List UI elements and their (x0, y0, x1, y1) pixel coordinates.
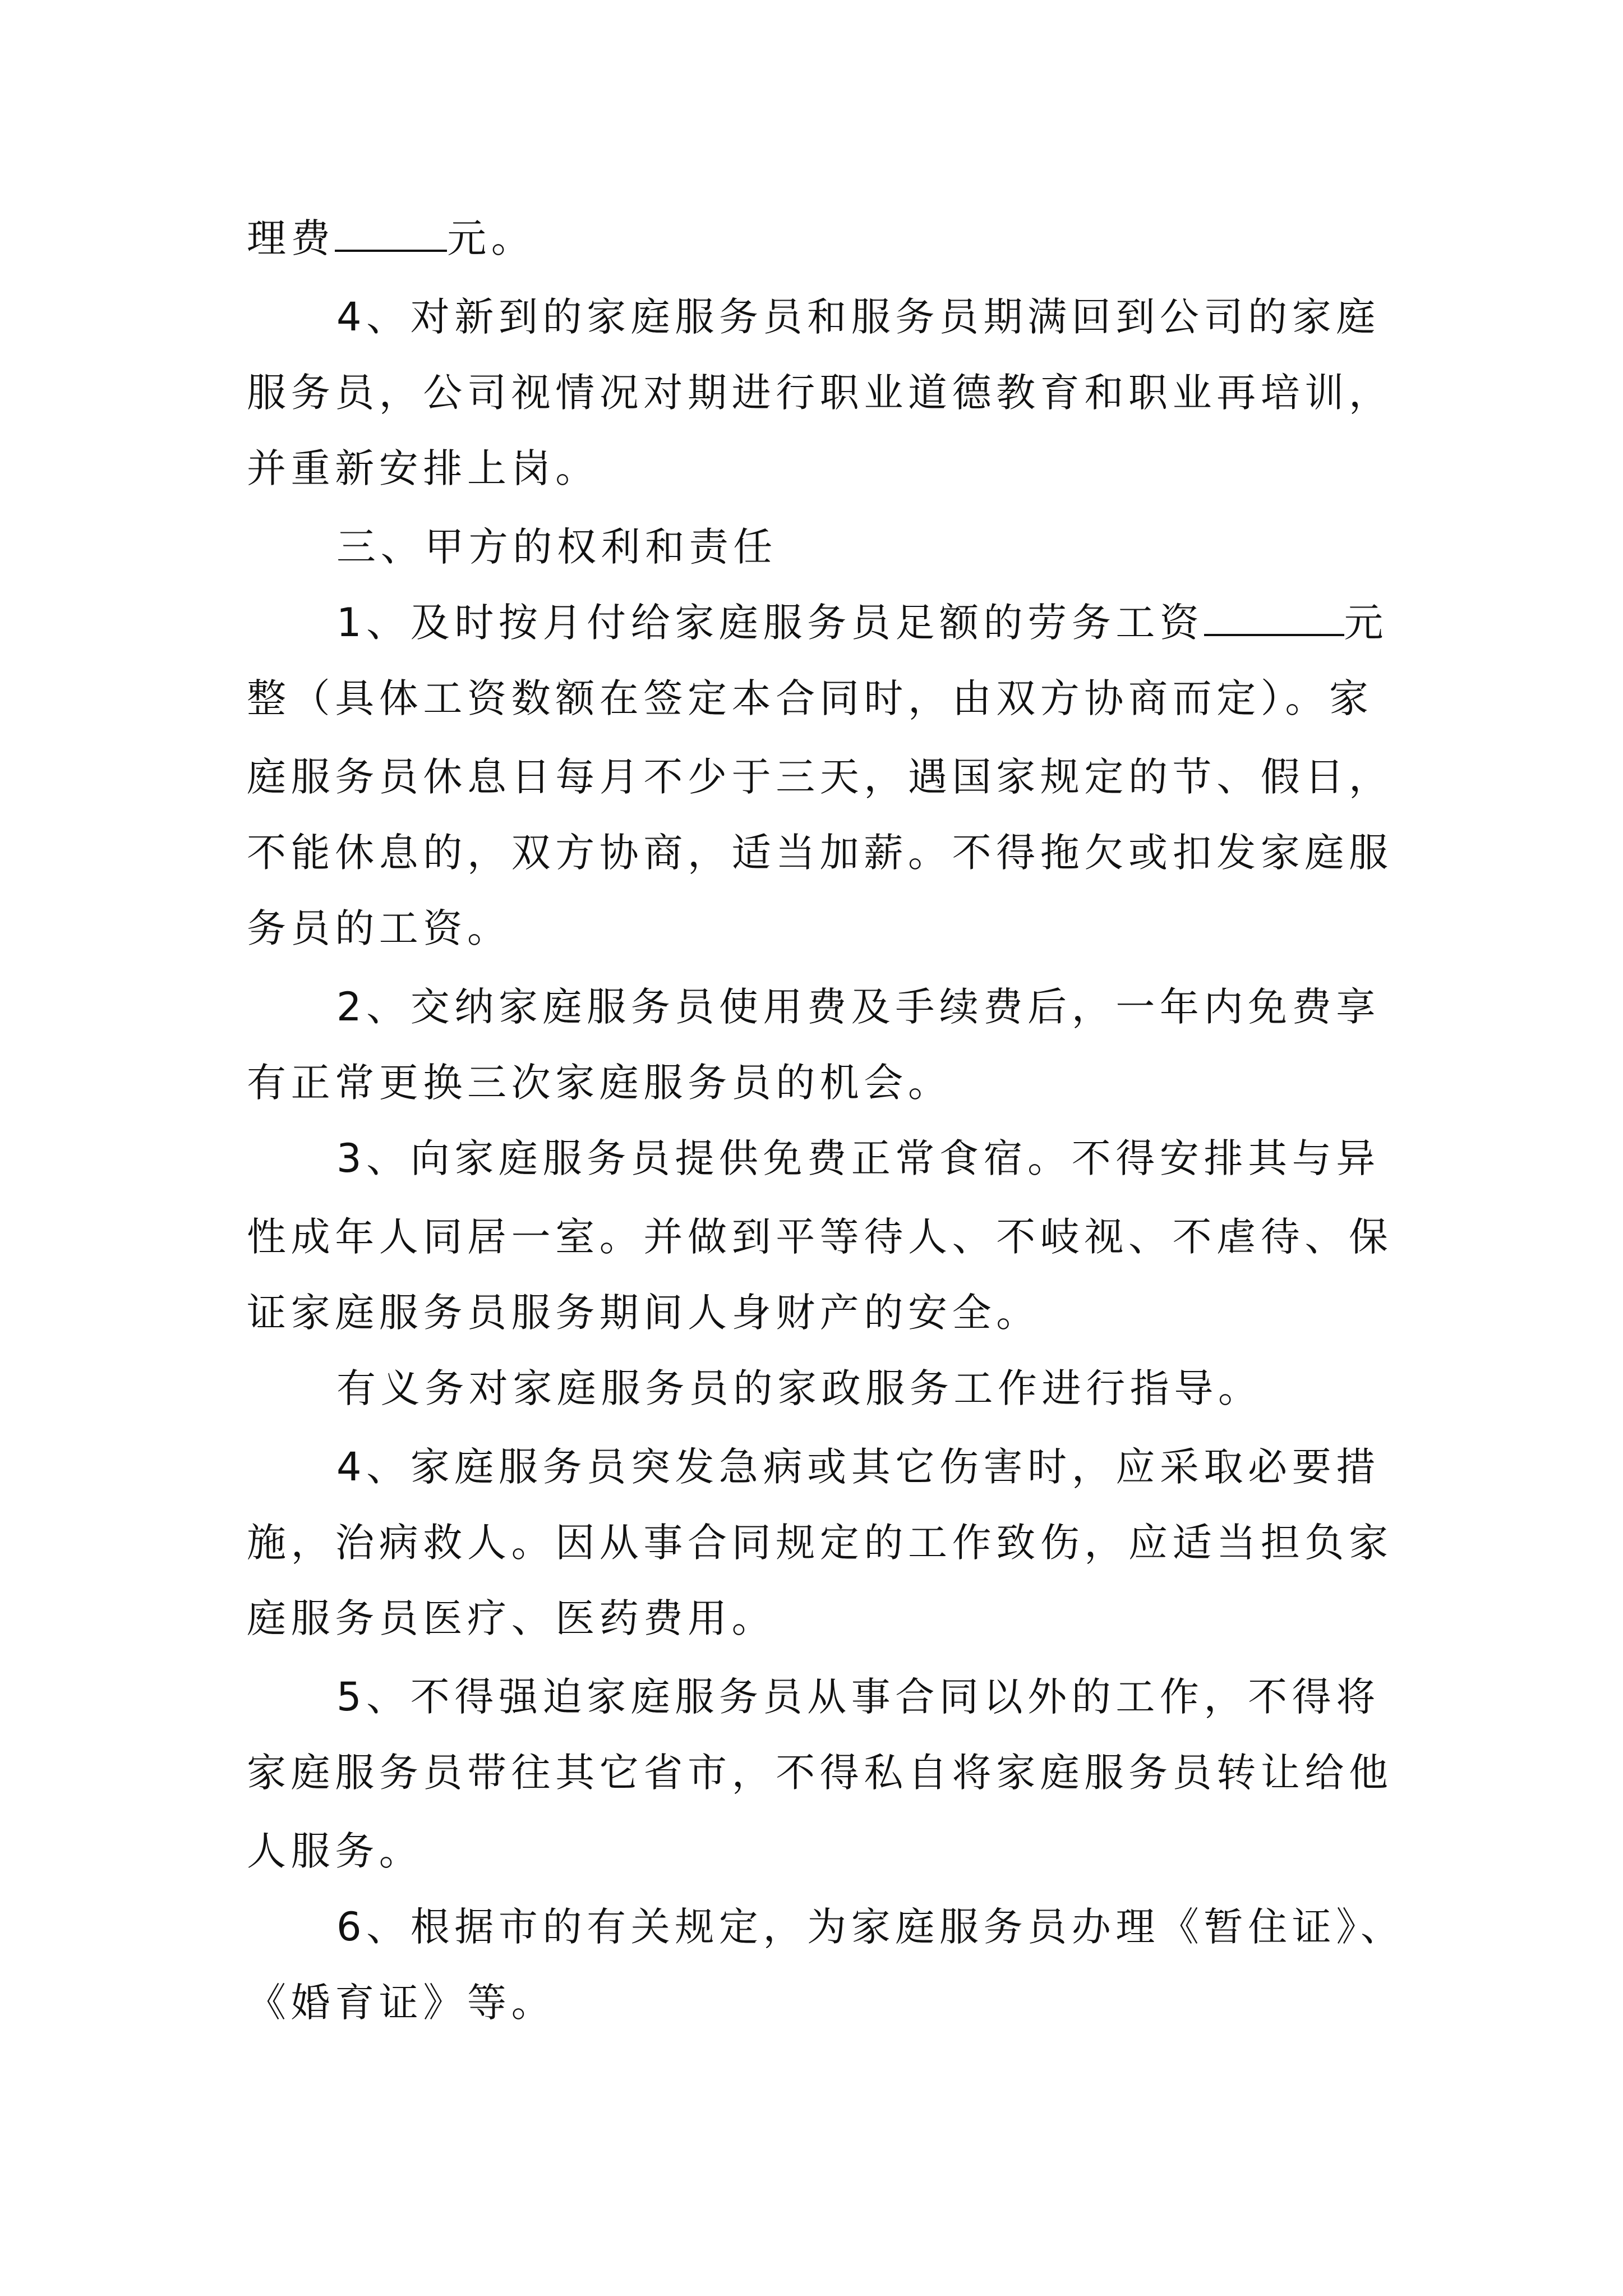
paragraph-line: 不能休息的，双方协商，适当加薪。不得拖欠或扣发家庭服 (247, 830, 1393, 876)
paragraph-line: 服务员，公司视情况对期进行职业道德教育和职业再培训， (247, 370, 1393, 416)
paragraph-line: 家庭服务员带往其它省市，不得私自将家庭服务员转让给他 (247, 1750, 1393, 1796)
paragraph-line: 2、交纳家庭服务员使用费及手续费后，一年内免费享 (336, 984, 1380, 1030)
paragraph-line: 并重新安排上岗。 (247, 445, 600, 491)
paragraph-line: 庭服务员休息日每月不少于三天，遇国家规定的节、假日， (247, 754, 1393, 800)
fee-line (247, 213, 535, 264)
paragraph-line: 3、向家庭服务员提供免费正常食宿。不得安排其与异 (336, 1135, 1380, 1181)
paragraph-line: 人服务。 (247, 1828, 423, 1874)
paragraph-line: 庭服务员医疗、医药费用。 (247, 1595, 776, 1641)
wage-label: 1、及时按月付给家庭服务员足额的劳务工资 (336, 600, 1204, 646)
paragraph-line: 整（具体工资数额在签定本合同时，由双方协商而定）。家 (247, 675, 1373, 721)
paragraph-line: 有正常更换三次家庭服务员的机会。 (247, 1060, 952, 1106)
paragraph-line: 5、不得强迫家庭服务员从事合同以外的工作，不得将 (336, 1674, 1380, 1720)
paragraph-line: 务员的工资。 (247, 905, 511, 951)
wage-unit: 元 (1344, 600, 1389, 646)
paragraph-line: 《婚育证》等。 (247, 1980, 556, 2026)
paragraph-line: 6、根据市的有关规定，为家庭服务员办理《暂住证》、 (336, 1904, 1405, 1950)
paragraph-line: 性成年人同居一室。并做到平等待人、不岐视、不虐待、保 (247, 1214, 1393, 1260)
fee-amount-blank (335, 220, 447, 252)
fee-unit: 元。 (447, 215, 536, 261)
paragraph-line: 4、对新到的家庭服务员和服务员期满回到公司的家庭 (336, 294, 1380, 340)
fee-label: 理费 (247, 215, 335, 261)
paragraph-line: 4、家庭服务员突发急病或其它伤害时，应采取必要措 (336, 1444, 1380, 1490)
section-heading: 三、甲方的权利和责任 (336, 524, 777, 570)
paragraph-line: 证家庭服务员服务期间人身财产的安全。 (247, 1290, 1040, 1336)
paragraph-line: 施，治病救人。因从事合同规定的工作致伤，应适当担负家 (247, 1520, 1393, 1566)
wage-amount-blank (1204, 605, 1344, 636)
wage-line (336, 597, 1388, 648)
paragraph-line: 有义务对家庭服务员的家政服务工作进行指导。 (336, 1365, 1262, 1411)
